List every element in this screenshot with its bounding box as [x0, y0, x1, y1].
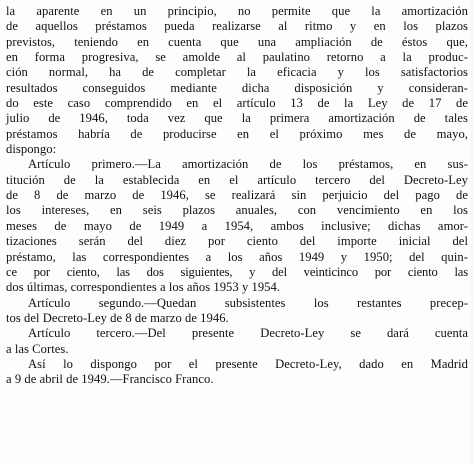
- document-line: los intereses, en seis plazos anuales, con vencimiento en los: [6, 203, 468, 218]
- document-text-column: [6, 4, 468, 388]
- document-line: resultados conseguidos mediante dicha disposición y consideran-: [6, 80, 468, 95]
- document-line: tos del Decreto-Ley de 8 de marzo de 1946.: [6, 310, 229, 325]
- document-line: en forma progresiva, se amolde al paulatino retorno a la produc-: [6, 50, 468, 65]
- document-line: titución de la establecida en el artículo tercero del Decreto-Ley: [6, 172, 468, 187]
- scan-edge-shadow: [470, 0, 473, 465]
- document-line: ce por ciento, las dos siguientes, y del veinticinco por ciento las: [6, 264, 468, 279]
- document-line: dos últimas, correspondientes a los años 1953 y 1954.: [6, 280, 281, 295]
- document-line: do este caso comprendido en el artículo 13 de la Ley de 17 de: [6, 96, 468, 111]
- document-line: préstamo, las correspondientes a los años 1949 y 1950; del quin-: [6, 249, 468, 264]
- document-line: meses de mayo de 1949 a 1954, ambos inclusive; dichas amor-: [6, 218, 468, 233]
- document-line: de 8 de marzo de 1946, se realizará sin perjuicio del pago de: [6, 188, 468, 203]
- document-line: la aparente en un principio, no permite que la amortización: [6, 4, 468, 18]
- document-line: julio de 1946, toda vez que la primera amortización de tales: [6, 111, 468, 126]
- closing-formula-line: Así lo dispongo por el presente Decreto-Ley, dado en Madrid: [28, 356, 468, 371]
- signature-line: a 9 de abril de 1949.—Francisco Franco.: [6, 372, 214, 387]
- document-line: dispongo:: [6, 142, 57, 157]
- article-first-line: Artículo primero.—La amortización de los préstamos, en sus-: [28, 157, 468, 172]
- document-line: ción normal, ha de completar la eficacia y los satisfactorios: [6, 65, 468, 80]
- document-line: a las Cortes.: [6, 341, 69, 356]
- document-line: de aquellos préstamos pueda realizarse al ritmo y en los plazos: [6, 19, 468, 34]
- article-third-line: Artículo tercero.—Del presente Decreto-Ley se dará cuenta: [28, 326, 468, 341]
- document-line: préstamos habría de producirse en el próximo mes de mayo,: [6, 126, 468, 141]
- document-line: previstos, teniendo en cuenta que una ampliación de éstos que,: [6, 34, 468, 49]
- article-second-line: Artículo segundo.—Quedan subsistentes los restantes precep-: [28, 295, 468, 310]
- document-line: tizaciones serán del diez por ciento del importe inicial del: [6, 234, 468, 249]
